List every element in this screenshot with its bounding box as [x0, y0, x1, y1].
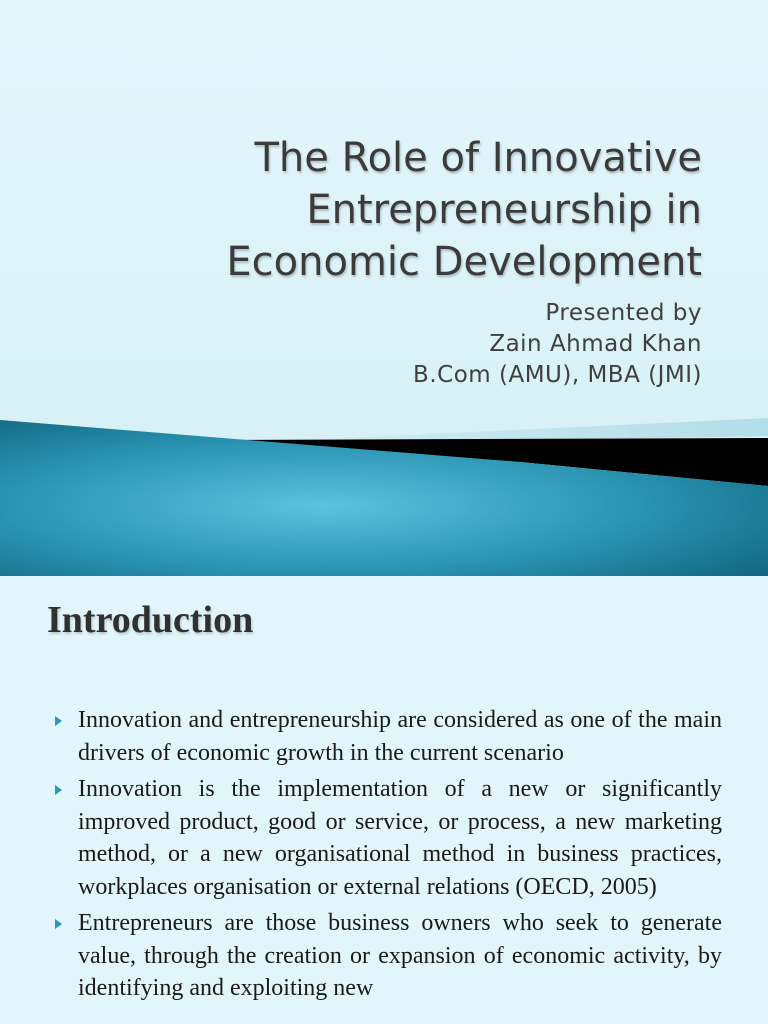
list-item — [52, 704, 722, 769]
presentation-title — [62, 132, 702, 288]
triangle-bullet-icon — [55, 919, 62, 929]
presenter-credentials: B.Com (AMU), MBA (JMI) — [413, 362, 702, 388]
decorative-band — [0, 410, 768, 576]
triangle-bullet-icon — [55, 785, 62, 795]
slide-heading: Introduction — [47, 599, 254, 641]
bullet-text: Innovation is the implementation of a new or significantly improved product, good or service, or process, a new marketing method, or a new organisational method in business practices, workplaces organisation or external relations (OECD, 2005) — [78, 776, 722, 900]
list-item — [52, 773, 722, 903]
bullet-text: Innovation and entrepreneurship are considered as one of the main drivers of economic growth in the current scenario — [78, 707, 722, 766]
title-line-3: Economic Development — [226, 239, 702, 285]
bullet-text: Entrepreneurs are those business owners who seek to generate value, through the creation or expansion of economic activity, by identifying and exploiting new — [78, 910, 722, 1001]
introduction-slide — [0, 576, 768, 1024]
list-item — [52, 907, 722, 1005]
presenter-name: Zain Ahmad Khan — [489, 331, 702, 357]
presented-by-label: Presented by — [545, 300, 702, 326]
title-line-1: The Role of Innovative — [254, 135, 702, 181]
title-line-2: Entrepreneurship in — [306, 187, 702, 233]
presenter-block — [182, 298, 702, 391]
triangle-bullet-icon — [55, 716, 62, 726]
bullet-list — [52, 704, 722, 1009]
